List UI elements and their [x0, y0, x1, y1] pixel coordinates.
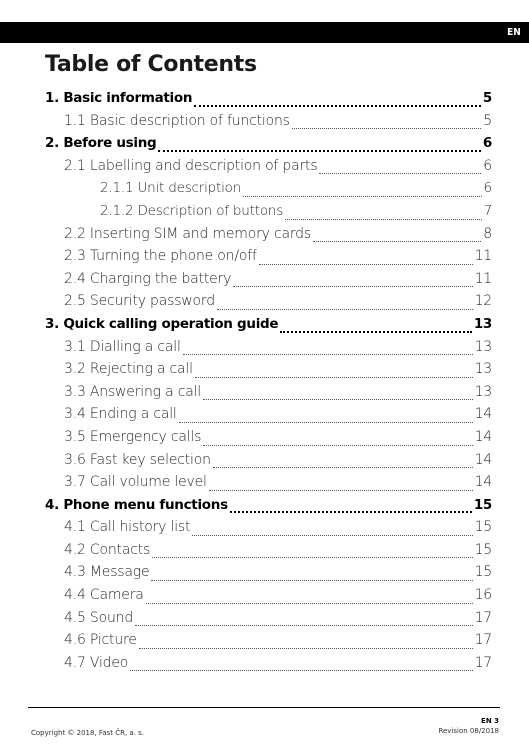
toc-entry[interactable] [45, 135, 492, 158]
toc-entry-page: 17 [474, 632, 492, 649]
toc-entry[interactable] [45, 564, 492, 587]
toc-entry-page: 14 [474, 428, 492, 445]
toc-entry[interactable] [45, 632, 492, 655]
toc-dot-leader [230, 511, 472, 513]
toc-entry-page: 15 [473, 496, 492, 513]
toc-entry-page: 13 [474, 361, 492, 378]
toc-entry-label: 2.3 Turning the phone on/off [64, 248, 257, 265]
toc-dot-leader [194, 105, 481, 107]
toc-entry-label: 4.2 Contacts [64, 541, 151, 558]
toc-entry-page: 7 [483, 202, 492, 219]
toc-entry-label: 1. Basic information [45, 90, 193, 106]
page-title: Table of Contents [45, 52, 257, 77]
toc-entry-page: 14 [474, 474, 492, 491]
toc-dot-leader [280, 331, 472, 333]
toc-entry-page: 11 [474, 270, 492, 287]
toc-entry-page: 14 [474, 406, 492, 423]
toc-dot-leader [243, 196, 482, 197]
toc-entry-label: 3.5 Emergency calls [64, 428, 202, 445]
toc-entry-page: 11 [474, 248, 492, 265]
toc-entry-page: 6 [483, 180, 492, 197]
toc-dot-leader [195, 377, 473, 378]
toc-dot-leader [139, 648, 473, 649]
toc-dot-leader [203, 399, 473, 400]
toc-entry-label: 4.7 Video [64, 654, 129, 671]
toc-entry-label: 4. Phone menu functions [45, 496, 228, 513]
toc-entry-label: 2. Before using [45, 135, 157, 152]
toc-entry-page: 15 [474, 519, 492, 536]
toc-entry-page: 5 [482, 90, 492, 106]
toc-entry-label: 3.3 Answering a call [64, 383, 201, 400]
toc-dot-leader [209, 490, 473, 491]
toc-entry[interactable] [45, 361, 492, 384]
toc-dot-leader [192, 535, 472, 536]
footer-page-number: EN 3 [481, 717, 499, 725]
toc-entry[interactable] [45, 293, 492, 316]
toc-entry-page: 15 [474, 541, 492, 558]
footer-info [438, 717, 499, 735]
toc-entry-page: 17 [474, 609, 492, 626]
toc-entry[interactable] [45, 452, 492, 475]
toc-dot-leader [213, 467, 473, 468]
toc-entry-label: 3. Quick calling operation guide [45, 315, 279, 332]
toc-entry-label: 2.1.1 Unit description [100, 180, 242, 197]
toc-entry[interactable] [45, 113, 492, 136]
toc-dot-leader [183, 354, 473, 355]
toc-dot-leader [292, 128, 482, 129]
toc-entry-label: 4.1 Call history list [64, 519, 191, 536]
header-bar [0, 22, 529, 43]
toc-entry[interactable] [45, 497, 492, 520]
toc-entry[interactable] [45, 339, 492, 362]
toc-dot-leader [233, 286, 472, 287]
toc-dot-leader [151, 580, 472, 581]
table-of-contents [45, 90, 492, 677]
toc-entry-label: 3.7 Call volume level [64, 474, 207, 491]
toc-entry-page: 6 [483, 157, 492, 174]
toc-entry-label: 3.1 Dialling a call [64, 338, 181, 355]
toc-entry[interactable] [45, 158, 492, 181]
footer-copyright: Copyright © 2018, Fast ČR, a. s. [31, 729, 145, 737]
toc-entry-page: 17 [474, 654, 492, 671]
toc-entry-page: 12 [474, 293, 492, 310]
footer-divider [28, 707, 500, 708]
toc-entry[interactable] [45, 90, 492, 113]
toc-entry[interactable] [45, 271, 492, 294]
toc-entry-label: 3.6 Fast key selection [64, 451, 211, 468]
toc-entry[interactable] [45, 587, 492, 610]
toc-entry-label: 2.2 Inserting SIM and memory cards [64, 225, 311, 242]
toc-dot-leader [259, 264, 473, 265]
toc-dot-leader [130, 670, 472, 671]
toc-entry-label: 2.1 Labelling and description of parts [64, 157, 318, 174]
toc-dot-leader [313, 241, 481, 242]
toc-dot-leader [217, 309, 473, 310]
toc-entry-label: 2.1.2 Description of buttons [100, 202, 284, 219]
toc-entry-label: 3.4 Ending a call [64, 406, 177, 423]
toc-dot-leader [285, 219, 482, 220]
toc-entry-label: 3.2 Rejecting a call [64, 361, 193, 378]
toc-dot-leader [319, 173, 481, 174]
toc-entry-label: 2.4 Charging the battery [64, 270, 232, 287]
toc-entry[interactable] [45, 248, 492, 271]
toc-entry-page: 15 [474, 564, 492, 581]
toc-entry-page: 16 [474, 587, 492, 604]
toc-entry-page: 5 [483, 112, 492, 129]
toc-entry[interactable] [45, 429, 492, 452]
toc-entry[interactable] [45, 655, 492, 678]
toc-entry[interactable] [45, 542, 492, 565]
toc-entry-page: 13 [474, 383, 492, 400]
toc-entry[interactable] [45, 610, 492, 633]
toc-entry-label: 4.3 Message [64, 564, 150, 581]
toc-dot-leader [135, 625, 473, 626]
toc-dot-leader [203, 445, 472, 446]
toc-entry-label: 4.4 Camera [64, 587, 144, 604]
toc-entry[interactable] [45, 384, 492, 407]
toc-entry[interactable] [45, 474, 492, 497]
toc-entry-label: 4.6 Picture [64, 632, 137, 649]
toc-entry[interactable] [45, 180, 492, 203]
footer-revision: Revision 08/2018 [438, 727, 499, 735]
toc-entry-page: 8 [483, 225, 492, 242]
toc-entry-label: 4.5 Sound [64, 609, 133, 626]
toc-entry-page: 14 [474, 451, 492, 468]
toc-entry[interactable] [45, 316, 492, 339]
toc-entry[interactable] [45, 226, 492, 249]
toc-entry-page: 13 [473, 315, 492, 332]
toc-dot-leader [158, 150, 481, 152]
toc-entry[interactable] [45, 203, 492, 226]
toc-dot-leader [146, 603, 473, 604]
toc-dot-leader [152, 557, 473, 558]
toc-entry-page: 13 [474, 338, 492, 355]
toc-dot-leader [179, 422, 473, 423]
toc-entry[interactable] [45, 406, 492, 429]
toc-entry-page: 6 [482, 135, 492, 152]
toc-entry[interactable] [45, 519, 492, 542]
toc-entry-label: 2.5 Security password [64, 293, 215, 310]
toc-entry-label: 1.1 Basic description of functions [64, 112, 290, 129]
language-tab: EN [499, 22, 529, 43]
